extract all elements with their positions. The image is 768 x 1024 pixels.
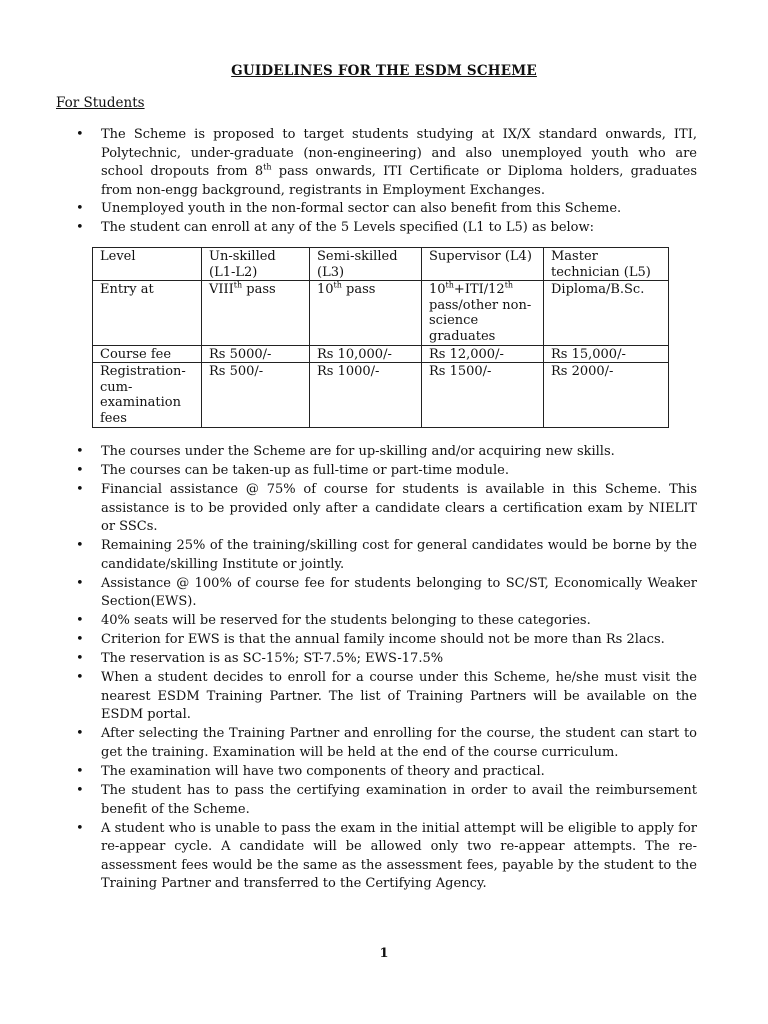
table-cell: Entry at	[93, 281, 202, 345]
list-item-text: Assistance @ 100% of course fee for students belonging to SC/ST, Economically Weaker Section(EWS).	[101, 575, 697, 610]
list-item	[0, 575, 768, 612]
table-cell: Rs 5000/-	[202, 345, 310, 363]
bullet-icon: •	[76, 651, 84, 667]
list-item	[0, 669, 768, 725]
table-cell: Rs 12,000/-	[422, 345, 544, 363]
list-item-text: A student who is unable to pass the exam in the initial attempt will be eligible to apply for re-appear cycle. A candidate will be allowed only two re-appear attempts. The re-assessment fees would be the same as the assessment fees, payable by the student to the Training Partner and transferred to the Certifying Agency.	[101, 820, 697, 892]
bullet-icon: •	[76, 632, 84, 648]
table-row	[93, 363, 669, 427]
superscript: th	[504, 280, 514, 290]
list-item	[0, 763, 768, 782]
list-item-text: The courses can be taken-up as full-time or part-time module.	[101, 462, 509, 478]
table-cell: Rs 500/-	[202, 363, 310, 427]
table-cell: Rs 1500/-	[422, 363, 544, 427]
table-cell: Rs 1000/-	[310, 363, 422, 427]
list-item	[0, 219, 768, 238]
table-cell: Rs 10,000/-	[310, 345, 422, 363]
table-cell	[310, 281, 422, 345]
cell-text: 10	[317, 282, 334, 298]
table-cell: Registration-cum-examination fees	[93, 363, 202, 427]
bullet-icon: •	[76, 613, 84, 629]
table-cell: Level	[93, 248, 202, 281]
list-item	[0, 462, 768, 481]
bullet-icon: •	[76, 726, 84, 742]
list-item	[0, 443, 768, 462]
bullet-icon: •	[76, 764, 84, 779]
bullet-icon: •	[76, 575, 84, 591]
bullet-icon: •	[76, 201, 84, 217]
list-item-text: The student has to pass the certifying examination in order to avail the reimbursement benefit of the Scheme.	[101, 782, 697, 817]
list-item-text: The Scheme is proposed to target students studying at IX/X standard onwards, ITI, Polytechnic, under-graduate (non-engineering) and also unemployed youth who are school dropouts from 8	[101, 127, 697, 180]
superscript: th	[233, 280, 243, 290]
superscript: th	[445, 280, 454, 290]
list-item-text: Criterion for EWS is that the annual family income should not be more than Rs 2lacs.	[101, 632, 665, 648]
levels-table	[92, 247, 669, 428]
list-item-text: 40% seats will be reserved for the students belonging to these categories.	[101, 613, 591, 629]
cell-text: pass/other non-science graduates	[429, 297, 532, 344]
list-item-text: The examination will have two components of theory and practical.	[101, 764, 545, 779]
list-item-text: After selecting the Training Partner and enrolling for the course, the student can start to get the training. Examination will be held at the end of the course curriculum.	[101, 726, 697, 761]
cell-text: VIII	[209, 282, 234, 298]
cell-text: 10	[429, 282, 446, 298]
cell-text: pass	[341, 282, 376, 298]
table-header-row	[93, 248, 669, 281]
list-item-text: Unemployed youth in the non-formal sector can also benefit from this Scheme.	[101, 201, 622, 217]
bullet-icon: •	[76, 538, 84, 554]
main-bullet-list	[0, 443, 768, 894]
list-item-text: When a student decides to enroll for a course under this Scheme, he/she must visit the nearest ESDM Training Partner. The list of Training Partners will be available on the ESDM portal.	[101, 670, 697, 723]
list-item	[0, 481, 768, 537]
cell-text: pass	[242, 282, 276, 298]
page-number: 1	[379, 946, 389, 961]
bullet-icon: •	[76, 481, 84, 497]
page-title: GUIDELINES FOR THE ESDM SCHEME	[231, 63, 537, 79]
bullet-icon: •	[76, 127, 84, 142]
table-cell	[422, 281, 544, 345]
section-heading: For Students	[56, 95, 145, 111]
list-item-text: The student can enroll at any of the 5 Levels specified (L1 to L5) as below:	[101, 219, 595, 235]
list-item	[0, 612, 768, 631]
bullet-icon: •	[76, 462, 84, 478]
list-item	[0, 200, 768, 219]
table-cell: Un-skilled (L1-L2)	[202, 248, 310, 281]
bullet-icon: •	[76, 444, 84, 459]
list-item-text: Financial assistance @ 75% of course for students is available in this Scheme. This assistance is to be provided only after a candidate clears a certification exam by NIELIT or SSCs.	[101, 481, 697, 535]
table-cell: Course fee	[93, 345, 202, 363]
bullet-icon: •	[76, 670, 84, 686]
list-item	[0, 126, 768, 200]
table-row	[93, 281, 669, 345]
table-cell	[202, 281, 310, 345]
table-cell: Semi-skilled (L3)	[310, 248, 422, 281]
superscript: th	[263, 162, 272, 172]
list-item-text: The courses under the Scheme are for up-skilling and/or acquiring new skills.	[101, 444, 615, 459]
intro-bullet-list	[0, 126, 768, 238]
list-item	[0, 650, 768, 669]
table-cell: Diploma/B.Sc.	[544, 281, 669, 345]
list-item	[0, 631, 768, 650]
table-cell: Rs 2000/-	[544, 363, 669, 427]
list-item	[0, 782, 768, 819]
table-cell: Supervisor (L4)	[422, 248, 544, 281]
list-item	[0, 537, 768, 574]
table-cell: Master technician (L5)	[544, 248, 669, 281]
list-item-text: pass onwards, ITI Certificate or Diploma holders, graduates from non-engg background, registrants in Employment Exchanges.	[101, 164, 698, 198]
table-row	[93, 345, 669, 363]
list-item	[0, 725, 768, 762]
superscript: th	[333, 280, 342, 290]
list-item-text: Remaining 25% of the training/skilling cost for general candidates would be borne by the candidate/skilling Institute or jointly.	[101, 538, 697, 572]
cell-text: +ITI/12	[453, 282, 505, 298]
bullet-icon: •	[76, 219, 84, 235]
table-cell: Rs 15,000/-	[544, 345, 669, 363]
list-item-text: The reservation is as SC-15%; ST-7.5%; EWS-17.5%	[101, 651, 444, 667]
bullet-icon: •	[76, 782, 84, 798]
bullet-icon: •	[76, 820, 84, 836]
list-item	[0, 820, 768, 894]
